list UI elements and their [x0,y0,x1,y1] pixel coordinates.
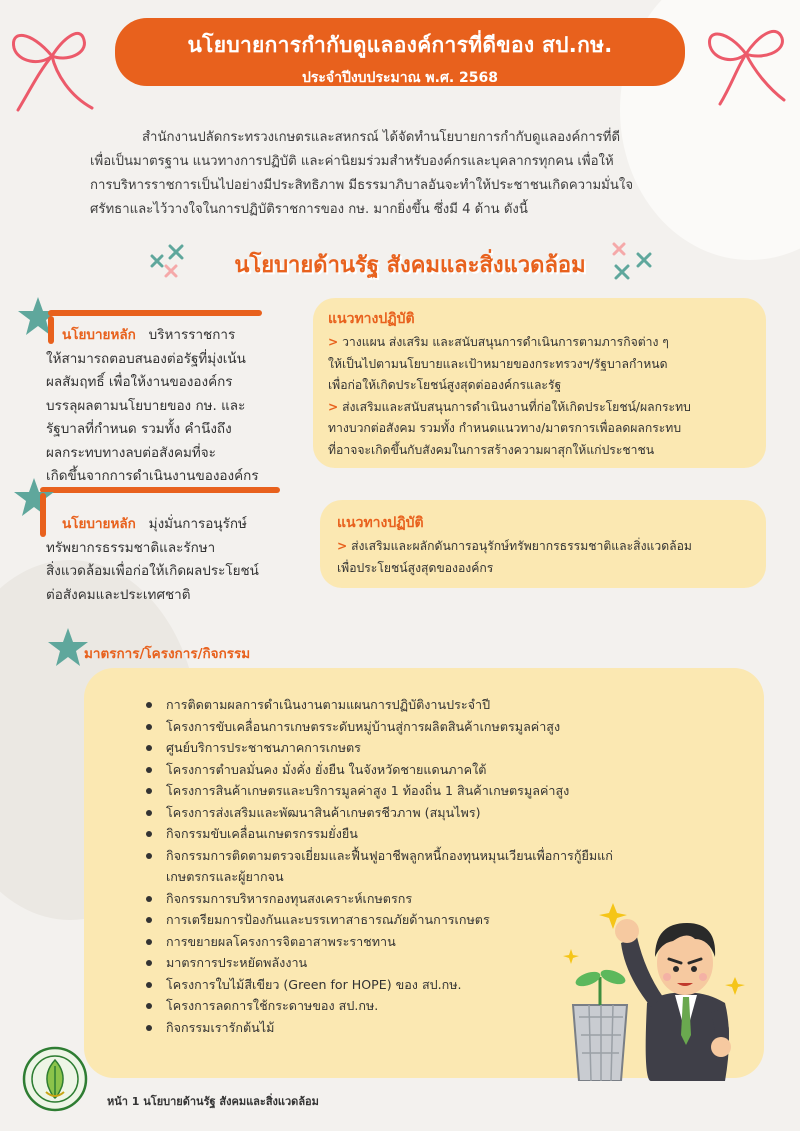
practice-title: แนวทางปฏิบัติ [328,311,415,327]
arrow-icon: > [328,399,339,414]
list-item: กิจกรรมขับเคลื่อนเกษตรกรรมยั่งยืน [142,823,662,845]
list-item: โครงการสินค้าเกษตรและบริการมูลค่าสูง 1 ท้องถิ่น 1 สินค้าเกษตรมูลค่าสูง [142,780,662,802]
policy-2-text [46,513,306,607]
arrow-icon: > [328,335,339,349]
list-item: การขยายผลโครงการจิตอาสาพระราชทาน [142,931,662,953]
businessman-illustration [555,885,775,1081]
title-banner [115,18,685,86]
intro-line: ศรัทธาและไว้วางใจในการปฏิบัติราชการของ กษ. มากยิ่งขึ้น ซึ่งมี 4 ด้าน ดังนี้ [90,202,528,217]
page-footer: หน้า 1 นโยบายด้านรัฐ สังคมและสิ่งแวดล้อม [107,1095,319,1108]
policy-line: บรรลุผลตามนโยบายของ กษ. และ [46,397,246,414]
practice-line: ทางบวกต่อสังคม รวมทั้ง กำหนดแนวทาง/มาตรการเพื่อลดผลกระทบ [328,421,682,435]
list-item: โครงการตำบลมั่นคง มั่งคั่ง ยั่งยืน ในจังหวัดชายแดนภาคใต้ [142,759,662,781]
policy-lead-label: นโยบายหลัก [62,516,136,532]
section-heading: นโยบายด้านรัฐ สังคมและสิ่งแวดล้อม [234,253,586,278]
practice-box-2 [320,500,766,588]
policy-line: ผลกระทบทางลบต่อสังคมที่จะ [46,444,216,461]
practice-line: ส่งเสริมและสนับสนุนการดำเนินงานที่ก่อให้เกิดประโยชน์/ผลกระทบ [342,399,691,414]
list-item: การเตรียมการป้องกันและบรรเทาสาธารณภัยด้านการเกษตร [142,909,662,931]
policy-lead-label: นโยบายหลัก [62,327,136,343]
measures-title: มาตรการ/โครงการ/กิจกรรม [84,646,251,662]
policy-line: มุ่งมั่นการอนุรักษ์ [148,516,247,532]
heart-ribbon-icon [692,0,800,120]
intro-line: การบริหารราชการเป็นไปอย่างมีประสิทธิภาพ มีธรรมาภิบาลอันจะทำให้ประชาชนเกิดความมั่นใจ [90,178,634,193]
intro-line: สำนักงานปลัดกระทรวงเกษตรและสหกรณ์ ได้จัดทำนโยบายการกำกับดูแลองค์การที่ดี [142,130,621,145]
policy-1-text [46,324,306,489]
practice-box-1 [313,298,766,468]
list-item: ศูนย์บริการประชาชนภาคการเกษตร [142,737,662,759]
list-item: กิจกรรมการบริหารกองทุนสงเคราะห์เกษตรกร [142,888,662,910]
policy-line: รัฐบาลที่กำหนด รวมทั้ง คำนึงถึง [46,421,232,437]
sparkle-icon [146,242,194,282]
page-title: นโยบายการกำกับดูแลองค์การที่ดีของ สป.กษ. [187,33,613,57]
policy-line: ต่อสังคมและประเทศชาติ [46,586,191,603]
policy-line: ผลสัมฤทธิ์ เพื่อให้งานขององค์กร [46,374,233,390]
decorative-bar [40,487,280,493]
intro-line: เพื่อเป็นมาตรฐาน แนวทางการปฏิบัติ และค่านิยมร่วมสำหรับองค์กรและบุคลากรทุกคน เพื่อให้ [90,154,614,169]
list-item: โครงการใบไม้สีเขียว (Green for HOPE) ของ สป.กษ. [142,974,662,996]
practice-line: ส่งเสริมและผลักดันการอนุรักษ์ทรัพยากรธรรมชาติและสิ่งแวดล้อม [351,539,692,553]
practice-title: แนวทางปฏิบัติ [337,515,424,531]
heart-ribbon-icon [0,0,110,120]
practice-line: เพื่อประโยชน์สูงสุดขององค์กร [337,560,494,575]
page-subtitle: ประจำปีงบประมาณ พ.ศ. 2568 [301,70,499,86]
policy-line: เกิดขึ้นจากการดำเนินงานขององค์กร [46,468,259,484]
policy-line: บริหารราชการ [148,327,236,343]
arrow-icon: > [337,539,348,553]
decorative-bar [48,310,262,316]
intro-paragraph [90,126,715,222]
policy-line: ทรัพยากรธรรมชาติและรักษา [46,539,216,556]
list-item: กิจกรรมการติดตามตรวจเยี่ยมและฟื้นฟูอาชีพลูกหนี้กองทุนหมุนเวียนเพื่อการกู้ยืมแก่ เกษตรกรและผู้ยากจน [142,845,662,888]
list-item: โครงการลดการใช้กระดาษของ สป.กษ. [142,995,662,1017]
ministry-logo [22,1046,88,1112]
list-item: โครงการส่งเสริมและพัฒนาสินค้าเกษตรชีวภาพ (สมุนไพร) [142,802,662,824]
seedling-pot-illustration [573,967,627,1081]
practice-line: วางแผน ส่งเสริม และสนับสนุนการดำเนินการตามภารกิจต่าง ๆ [342,335,669,349]
practice-line: เพื่อก่อให้เกิดประโยชน์สูงสุดต่อองค์กรและรัฐ [328,378,562,392]
list-item: การติดตามผลการดำเนินงานตามแผนการปฏิบัติงานประจำปี [142,694,662,716]
list-item: มาตรการประหยัดพลังงาน [142,952,662,974]
policy-line: สิ่งแวดล้อมเพื่อก่อให้เกิดผลประโยชน์ [46,563,259,579]
list-item: กิจกรรมเรารักต้นไม้ [142,1017,662,1039]
practice-line: ให้เป็นไปตามนโยบายและเป้าหมายของกระทรวงฯ/รัฐบาลกำหนด [328,356,668,371]
list-item: โครงการขับเคลื่อนการเกษตรระดับหมู่บ้านสู่การผลิตสินค้าเกษตรมูลค่าสูง [142,716,662,738]
practice-line: ที่อาจจะเกิดขึ้นกับสังคมในการสร้างความผาสุกให้แก่ประชาชน [328,442,655,457]
policy-line: ให้สามารถตอบสนองต่อรัฐที่มุ่งเน้น [46,350,246,367]
